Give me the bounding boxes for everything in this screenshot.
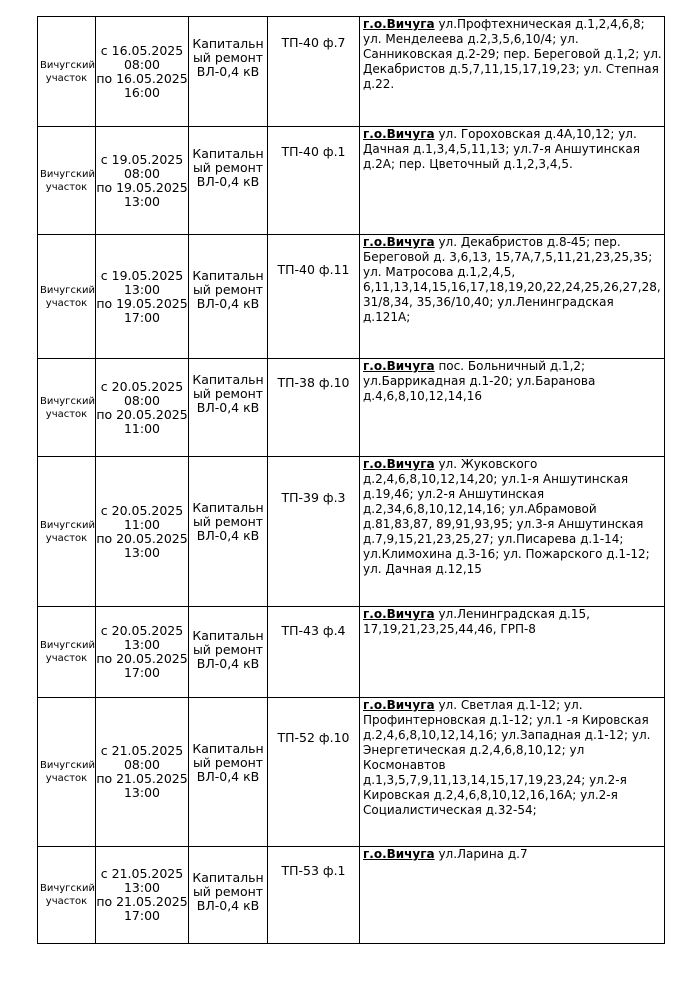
table-row [38, 359, 665, 457]
period-to: по 21.05.2025 [96, 771, 188, 786]
work-type-line: ВЛ-0,4 кВ [196, 898, 260, 913]
work-type-line: ый ремонт [192, 755, 264, 770]
substation-cell: ТП-40 ф.1 [268, 127, 360, 235]
work-type-line: Капитальн [192, 268, 264, 283]
area-cell: Вичугский участок [38, 235, 96, 359]
work-type-line: ый ремонт [192, 884, 264, 899]
work-type-cell [189, 235, 268, 359]
address-list: ул. Жуковского д.2,4,6,8,10,12,14,20; ул.1-я Аншутинская д.19,46; ул.2-я Аншутинская д.2,34,6,8,10,12,14,16; ул.Абрамовой д.81,83,87, 89,91,93,95; ул.3-я Аншутинская д.7,9,15,21,23,25,27; ул.Писарева д.1-14; ул.Климохина д.3-16; ул. Пожарского д.1-12; ул. Дачная д.12,15 [363, 457, 650, 576]
work-type-line: ый ремонт [192, 50, 264, 65]
address-cell [360, 698, 665, 847]
address-list: ул.Ленинградская д.15, 17,19,21,23,25,44,46, ГРП-8 [363, 607, 590, 636]
substation-cell: ТП-53 ф.1 [268, 847, 360, 944]
work-type-line: ВЛ-0,4 кВ [196, 296, 260, 311]
period-from: с 19.05.2025 [100, 151, 184, 167]
work-type-cell [189, 698, 268, 847]
period-from-time: 13:00 [123, 281, 161, 297]
area-cell: Вичугский участок [38, 17, 96, 127]
address-list: пос. Больничный д.1,2; ул.Баррикадная д.1-20; ул.Баранова д.4,6,8,10,12,14,16 [363, 359, 596, 403]
period-to: по 16.05.2025 [96, 70, 188, 86]
area-cell: Вичугский участок [38, 607, 96, 698]
period-from: с 20.05.2025 [100, 502, 184, 518]
table-row [38, 698, 665, 847]
city-name: г.о.Вичуга [363, 127, 435, 141]
address-cell [360, 607, 665, 698]
area-cell: Вичугский участок [38, 359, 96, 457]
outage-schedule-table [37, 16, 665, 944]
work-type-line: ВЛ-0,4 кВ [196, 64, 260, 79]
period-from-time: 11:00 [123, 516, 161, 532]
address-list: ул.Ларина д.7 [434, 847, 528, 861]
city-name: г.о.Вичуга [363, 17, 435, 31]
period-cell [96, 607, 189, 698]
period-from: с 21.05.2025 [100, 743, 184, 758]
period-cell [96, 359, 189, 457]
table-row [38, 235, 665, 359]
work-type-line: Капитальн [192, 372, 264, 387]
period-from-time: 08:00 [123, 392, 161, 408]
city-name: г.о.Вичуга [363, 698, 435, 712]
work-type-line: Капитальн [192, 870, 264, 885]
period-to-time: 17:00 [123, 309, 161, 325]
substation-cell: ТП-39 ф.3 [268, 457, 360, 607]
substation-cell: ТП-52 ф.10 [268, 698, 360, 847]
area-cell: Вичугский участок [38, 698, 96, 847]
city-name: г.о.Вичуга [363, 607, 435, 621]
period-from: с 16.05.2025 [100, 42, 184, 58]
period-from: с 19.05.2025 [100, 267, 184, 283]
table-row [38, 607, 665, 698]
substation-cell: ТП-38 ф.10 [268, 359, 360, 457]
work-type-line: ВЛ-0,4 кВ [196, 528, 260, 543]
substation-cell: ТП-40 ф.11 [268, 235, 360, 359]
work-type-line: ВЛ-0,4 кВ [196, 174, 260, 189]
work-type-line: ый ремонт [192, 514, 264, 529]
table-row [38, 17, 665, 127]
period-to-time: 17:00 [123, 665, 161, 680]
work-type-line: ый ремонт [192, 160, 264, 175]
period-cell [96, 235, 189, 359]
period-from: с 20.05.2025 [100, 378, 184, 394]
period-cell [96, 127, 189, 235]
period-from: с 21.05.2025 [100, 866, 184, 881]
work-type-line: ый ремонт [192, 282, 264, 297]
address-cell [360, 359, 665, 457]
period-to: по 19.05.2025 [96, 179, 188, 195]
period-cell [96, 457, 189, 607]
work-type-cell [189, 607, 268, 698]
period-to-time: 13:00 [123, 544, 161, 560]
work-type-line: Капитальн [192, 36, 264, 51]
work-type-cell [189, 457, 268, 607]
city-name: г.о.Вичуга [363, 457, 435, 471]
period-to-time: 17:00 [123, 908, 161, 923]
period-to: по 19.05.2025 [96, 295, 188, 311]
address-list: ул. Гороховская д.4А,10,12; ул. Дачная д.1,3,4,5,11,13; ул.7-я Аншутинская д.2А; пер. Цветочный д.1,2,3,4,5. [363, 127, 640, 171]
work-type-cell [189, 359, 268, 457]
period-from-time: 08:00 [123, 757, 161, 772]
work-type-line: Капитальн [192, 500, 264, 515]
work-type-line: Капитальн [192, 146, 264, 161]
address-list: ул. Светлая д.1-12; ул. Профинтерновская д.1-12; ул.1 -я Кировская д.2,4,6,8,10,12,14,16; ул.Западная д.1-12; ул. Энергетическая д.2,4,6,8,10,12; ул Космонавтов д.1,3,5,7,9,11,13,14,15,17,19,23,24; ул.2-я Кировская д.2,4,6,8,10,12,16,16А; ул.2-я Социалистическая д.32-54; [363, 698, 651, 817]
address-cell [360, 17, 665, 127]
address-cell [360, 235, 665, 359]
work-type-line: Капитальн [192, 741, 264, 756]
period-cell [96, 17, 189, 127]
area-cell: Вичугский участок [38, 127, 96, 235]
work-type-line: ый ремонт [192, 386, 264, 401]
work-type-line: Капитальн [192, 628, 264, 643]
address-cell [360, 457, 665, 607]
address-list: ул.Профтехническая д.1,2,4,6,8; ул. Менделеева д.2,3,5,6,10/4; ул. Санниковская д.2-29; пер. Береговой д.1,2; ул. Декабристов д.5,7,11,15,17,19,23; ул. Степная д.22. [363, 17, 662, 91]
period-to: по 20.05.2025 [96, 651, 188, 666]
address-cell [360, 127, 665, 235]
period-to-time: 13:00 [123, 193, 161, 209]
work-type-line: ВЛ-0,4 кВ [196, 769, 260, 784]
period-to-time: 13:00 [123, 785, 161, 800]
period-from-time: 13:00 [123, 637, 161, 652]
table-row [38, 457, 665, 607]
work-type-line: ый ремонт [192, 642, 264, 657]
period-from-time: 08:00 [123, 165, 161, 181]
period-to-time: 16:00 [123, 84, 161, 100]
period-cell [96, 698, 189, 847]
work-type-line: ВЛ-0,4 кВ [196, 400, 260, 415]
period-to: по 21.05.2025 [96, 894, 188, 909]
work-type-cell [189, 17, 268, 127]
work-type-cell [189, 127, 268, 235]
period-from-time: 08:00 [123, 56, 161, 72]
address-list: ул. Декабристов д.8-45; пер. Береговой д. 3,6,13, 15,7А,7,5,11,21,23,25,35; ул. Матросова д.1,2,4,5, 6,11,13,14,15,16,17,18,19,20,22,24,25,26,27,28,31/8,34, 35,36/10,40; ул.Ленинградская д.121А; [363, 235, 661, 324]
period-to: по 20.05.2025 [96, 406, 188, 422]
period-from: с 20.05.2025 [100, 623, 184, 638]
area-cell: Вичугский участок [38, 847, 96, 944]
city-name: г.о.Вичуга [363, 847, 435, 861]
city-name: г.о.Вичуга [363, 359, 435, 373]
table-row [38, 847, 665, 944]
address-cell [360, 847, 665, 944]
table-row [38, 127, 665, 235]
area-cell: Вичугский участок [38, 457, 96, 607]
city-name: г.о.Вичуга [363, 235, 435, 249]
work-type-cell [189, 847, 268, 944]
substation-cell: ТП-40 ф.7 [268, 17, 360, 127]
period-from-time: 13:00 [123, 880, 161, 895]
substation-cell: ТП-43 ф.4 [268, 607, 360, 698]
period-cell [96, 847, 189, 944]
work-type-line: ВЛ-0,4 кВ [196, 656, 260, 671]
period-to: по 20.05.2025 [96, 530, 188, 546]
period-to-time: 11:00 [123, 420, 161, 436]
